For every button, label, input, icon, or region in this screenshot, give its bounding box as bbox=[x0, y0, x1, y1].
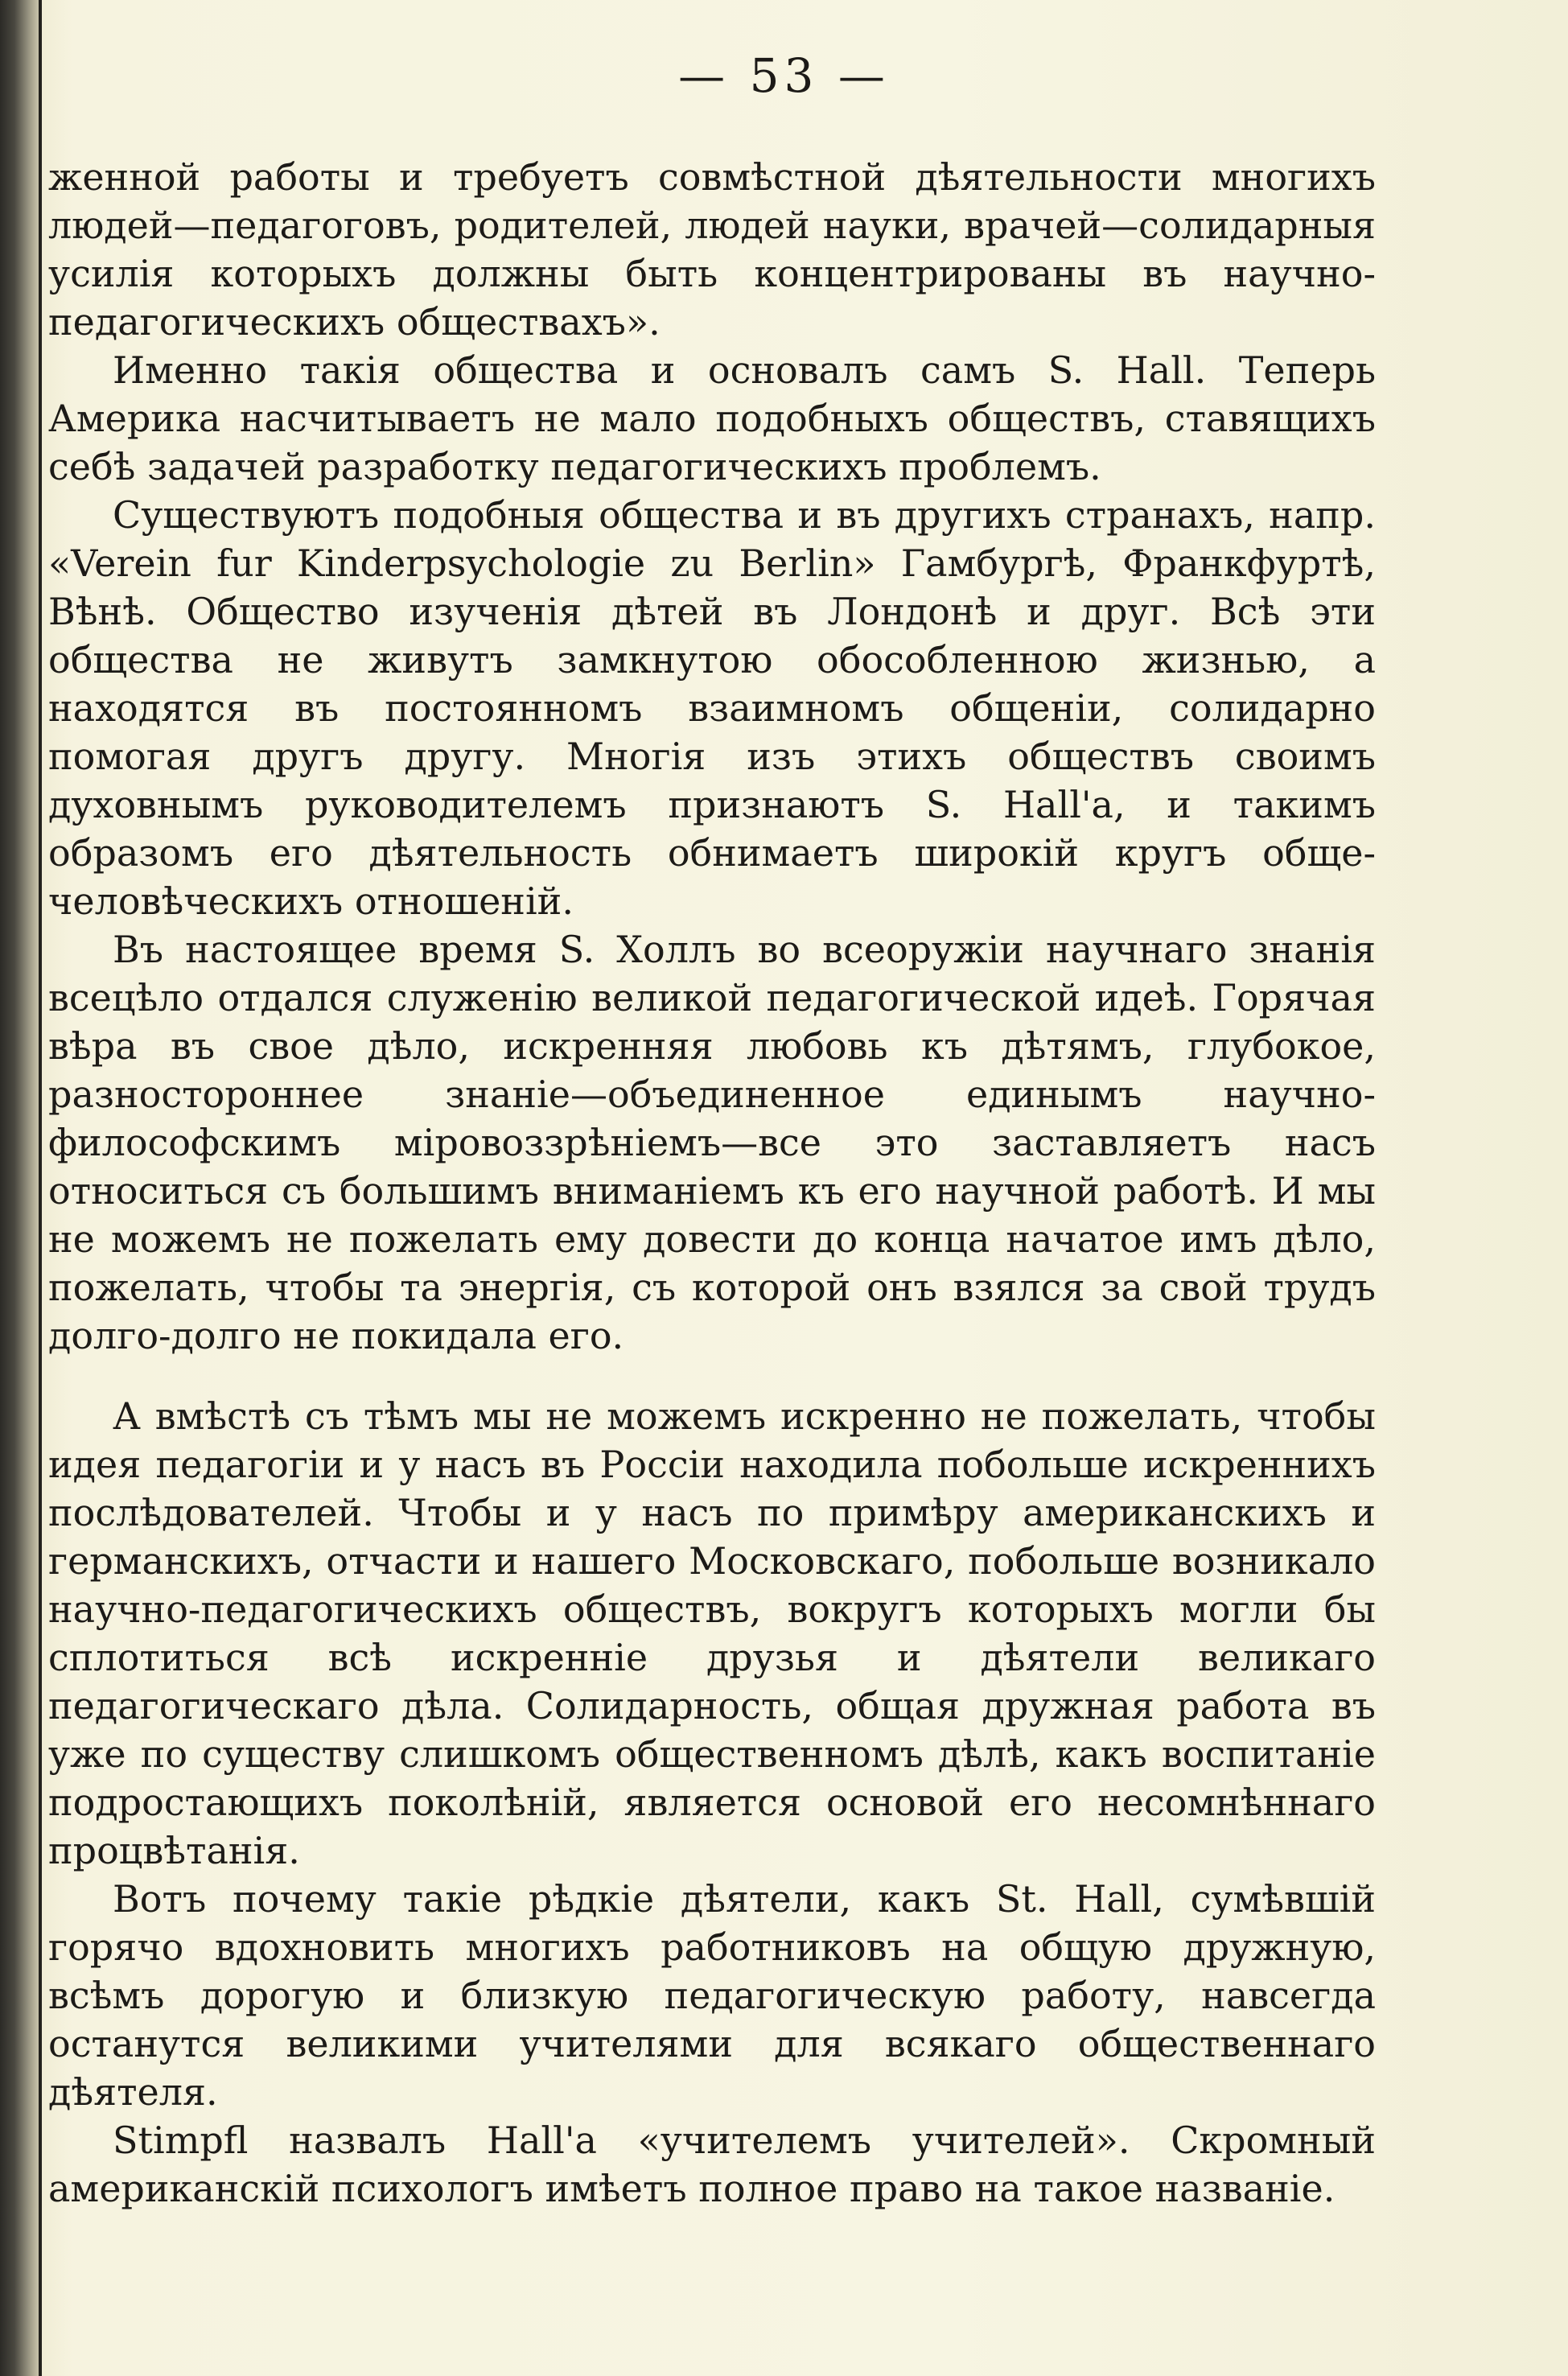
binding-edge bbox=[39, 0, 42, 2376]
paragraph-7: Stimpfl назвалъ Hall'a «учителемъ учителей». Скромный американскій психологъ имѣетъ полное право на такое названіе. bbox=[48, 2119, 1376, 2210]
paragraph-4: Въ настоящее время S. Холлъ во всеоружіи научнаго знанія всецѣло отдался служенію великой педагогической идеѣ. Горячая вѣра въ свое дѣло, искренняя любовь къ дѣтямъ, глубокое, разностороннее знаніе—объединенное единымъ научно-философскимъ міровоззрѣніемъ—все это заставляетъ насъ относиться съ большимъ вниманіемъ къ его научной работѣ. И мы не можемъ не пожелать ему довести до конца начатое имъ дѣло, пожелать, чтобы та энергія, съ которой онъ взялся за свой трудъ долго-долго не покидала его. bbox=[48, 928, 1376, 1357]
paragraph-1: женной работы и требуетъ совмѣстной дѣятельности многихъ людей—педагоговъ, родителей, людей науки, врачей—солидарныя усилія которыхъ должны быть концентрированы въ научно-педагогическихъ обществахъ». bbox=[48, 155, 1376, 344]
page-number: — 53 — bbox=[678, 48, 890, 103]
paragraph-3: Существуютъ подобныя общества и въ другихъ странахъ, напр. «Verein fur Kinderpsychologie zu Berlin» Гамбургѣ, Франкфуртѣ, Вѣнѣ. Общество изученія дѣтей въ Лондонѣ и друг. Всѣ эти общества не живутъ замкнутою обособленною жизнью, а находятся въ постоянномъ взаимномъ общеніи, солидарно помогая другъ другу. Многія изъ этихъ обществъ своимъ духовнымъ руководителемъ признаютъ S. Hall'a, и такимъ образомъ его дѣятельность обнимаетъ широкій кругъ обще-человѣческихъ отношеній. bbox=[48, 493, 1376, 923]
book-spine-shadow bbox=[0, 0, 42, 2376]
paragraph-2: Именно такія общества и основалъ самъ S. Hall. Теперь Америка насчитываетъ не мало подобныхъ обществъ, ставящихъ себѣ задачей разработку педагогическихъ проблемъ. bbox=[48, 348, 1376, 488]
body-text bbox=[48, 153, 1376, 2213]
paragraph-6: Вотъ почему такіе рѣдкіе дѣятели, какъ St. Hall, сумѣвшій горячо вдохновить многихъ работниковъ на общую дружную, всѣмъ дорогую и близкую педагогическую работу, навсегда останутся великими учителями для всякаго общественнаго дѣятеля. bbox=[48, 1877, 1376, 2114]
paragraph-5: А вмѣстѣ съ тѣмъ мы не можемъ искренно не пожелать, чтобы идея педагогіи и у насъ въ Россіи находила побольше искреннихъ послѣдователей. Чтобы и у насъ по примѣру американскихъ и германскихъ, отчасти и нашего Московскаго, побольше возникало научно-педагогическихъ обществъ, вокругъ которыхъ могли бы сплотиться всѣ искренніе друзья и дѣятели великаго педагогическаго дѣла. Солидарность, общая дружная работа въ уже по существу слишкомъ общественномъ дѣлѣ, какъ воспитаніе подростающихъ поколѣній, является основой его несомнѣннаго процвѣтанія. bbox=[48, 1394, 1376, 1872]
